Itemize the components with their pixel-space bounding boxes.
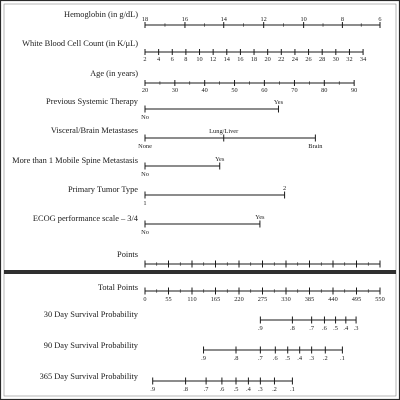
survival-axis-tick-label: .7 — [203, 386, 209, 393]
tick-label-wbc: 30 — [332, 56, 339, 63]
survival-axis-tick-label: .6 — [272, 355, 278, 362]
section-divider — [4, 270, 396, 274]
tick-label-wbc: 12 — [210, 56, 217, 63]
variable-label-ecog: ECOG performance scale – 3/4 — [32, 214, 138, 223]
total-points-tick-label: 330 — [281, 296, 291, 303]
survival-axis-label: 365 Day Survival Probability — [39, 372, 138, 381]
survival-axis-tick-label: .8 — [233, 355, 239, 362]
tick-label-visceral: None — [138, 143, 152, 150]
variable-label-spine: More than 1 Mobile Spine Metastasis — [12, 156, 138, 165]
tick-label-prev_therapy: Yes — [273, 99, 284, 106]
total-points-tick-label: 550 — [375, 296, 385, 303]
tick-label-spine: Yes — [215, 156, 225, 163]
survival-axis-tick-label: .4 — [246, 386, 251, 393]
survival-axis-tick-label: .6 — [322, 325, 327, 332]
survival-axis-tick-label: .7 — [257, 355, 263, 362]
survival-axis-tick-label: .1 — [290, 386, 295, 393]
tick-label-hemoglobin: 6 — [378, 16, 382, 23]
tick-label-wbc: 8 — [184, 56, 188, 63]
tick-label-age: 90 — [351, 87, 358, 94]
tick-label-hemoglobin: 8 — [340, 16, 344, 23]
survival-axis-tick-label: .5 — [333, 325, 338, 332]
survival-axis-tick-label: .9 — [201, 355, 206, 362]
tick-label-age: 70 — [291, 87, 298, 94]
tick-label-age: 50 — [231, 87, 238, 94]
tick-label-wbc: 32 — [346, 56, 353, 63]
survival-axis-tick-label: .3 — [257, 386, 263, 393]
tick-label-age: 60 — [261, 87, 268, 94]
tick-label-tumor_type: 2 — [282, 185, 287, 192]
survival-axis-tick-label: .9 — [150, 386, 156, 393]
survival-axis-tick-label: .6 — [219, 386, 225, 393]
tick-label-visceral: Brain — [308, 143, 323, 150]
tick-label-wbc: 6 — [170, 56, 174, 63]
tick-label-wbc: 2 — [143, 56, 147, 63]
survival-axis-tick-label: .5 — [285, 355, 291, 362]
survival-axis-label: 90 Day Survival Probability — [43, 341, 138, 350]
total-points-tick-label: 385 — [304, 296, 315, 303]
tick-label-age: 20 — [141, 87, 149, 94]
variable-label-tumor_type: Primary Tumor Type — [68, 185, 138, 194]
tick-label-wbc: 24 — [291, 56, 299, 63]
survival-axis-tick-label: .4 — [297, 355, 303, 362]
tick-label-hemoglobin: 14 — [220, 16, 227, 23]
variable-label-age: Age (in years) — [90, 69, 138, 78]
survival-axis-tick-label: .8 — [183, 386, 188, 393]
variable-label-visceral: Visceral/Brain Metastases — [50, 126, 138, 135]
survival-axis-tick-label: .3 — [309, 355, 315, 362]
variable-label-hemoglobin: Hemoglobin (in g/dL) — [64, 10, 138, 19]
survival-axis-tick-label: .2 — [272, 386, 277, 393]
total-points-tick-label: 55 — [165, 296, 172, 303]
tick-label-wbc: 26 — [305, 56, 312, 63]
tick-label-ecog: No — [141, 229, 149, 236]
total-points-tick-label: 165 — [210, 296, 221, 303]
total-points-tick-label: 440 — [328, 296, 338, 303]
variable-label-prev_therapy: Previous Systemic Therapy — [46, 97, 138, 106]
tick-label-hemoglobin: 16 — [181, 16, 189, 23]
points-axis-label: Points — [117, 250, 138, 259]
total-points-tick-label: 495 — [351, 296, 362, 303]
total-points-axis-label: Total Points — [97, 283, 138, 292]
survival-axis-tick-label: .5 — [233, 386, 239, 393]
survival-axis-tick-label: .2 — [322, 355, 328, 362]
total-points-tick-label: 0 — [143, 296, 147, 303]
tick-label-hemoglobin: 12 — [260, 16, 267, 23]
tick-label-age: 30 — [171, 87, 178, 94]
tick-label-wbc: 4 — [157, 56, 161, 63]
survival-axis-tick-label: .4 — [343, 325, 349, 332]
tick-label-visceral: Lung/Liver — [209, 128, 239, 135]
tick-label-hemoglobin: 10 — [300, 16, 307, 23]
survival-axis-tick-label: .8 — [290, 325, 295, 332]
survival-axis-tick-label: .7 — [309, 325, 315, 332]
tick-label-prev_therapy: No — [141, 114, 149, 121]
tick-label-spine: No — [141, 171, 149, 178]
tick-label-wbc: 22 — [278, 56, 285, 63]
total-points-tick-label: 220 — [234, 296, 244, 303]
tick-label-hemoglobin: 18 — [141, 16, 149, 23]
tick-label-age: 80 — [321, 87, 328, 94]
variable-label-wbc: White Blood Cell Count (in K/μL) — [22, 39, 138, 48]
tick-label-wbc: 34 — [359, 56, 367, 63]
total-points-tick-label: 275 — [257, 296, 268, 303]
tick-label-wbc: 18 — [250, 56, 258, 63]
tick-label-ecog: Yes — [255, 214, 265, 221]
tick-label-wbc: 28 — [319, 56, 326, 63]
tick-label-tumor_type: 1 — [143, 200, 147, 207]
tick-label-wbc: 14 — [223, 56, 230, 63]
total-points-tick-label: 110 — [187, 296, 197, 303]
survival-axis-tick-label: .3 — [353, 325, 359, 332]
tick-label-wbc: 20 — [264, 56, 271, 63]
survival-axis-tick-label: .1 — [340, 355, 345, 362]
survival-axis-tick-label: .9 — [257, 325, 263, 332]
tick-label-age: 40 — [201, 87, 208, 94]
tick-label-wbc: 10 — [196, 56, 203, 63]
tick-label-wbc: 16 — [237, 56, 244, 63]
survival-axis-label: 30 Day Survival Probability — [43, 310, 138, 319]
